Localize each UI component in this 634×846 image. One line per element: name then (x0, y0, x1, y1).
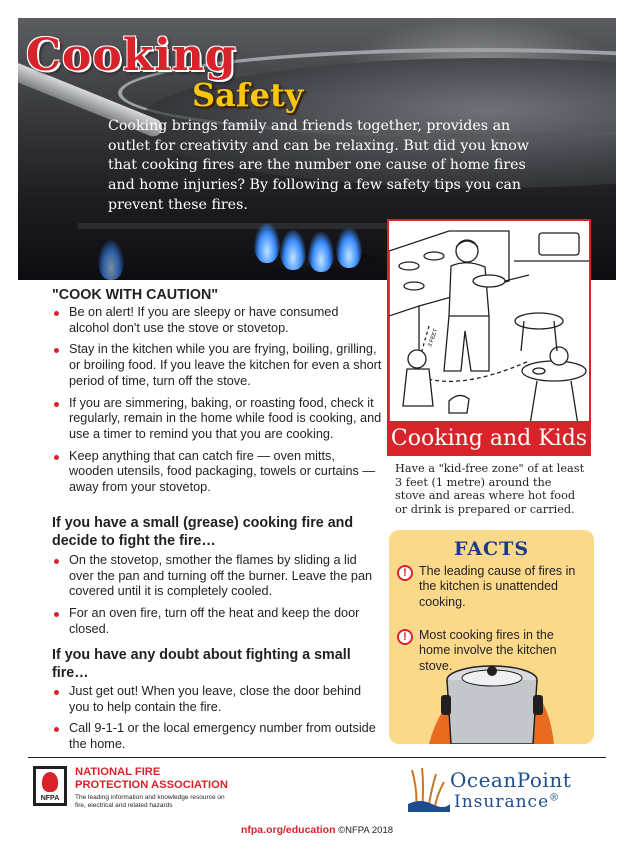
list-item: Just get out! When you leave, close the door behind you to help contain the fire. (52, 684, 382, 715)
doubt-heading: If you have any doubt about fighting a small fire… (52, 647, 351, 681)
gas-flame-icon (280, 230, 306, 270)
title-cooking: Cooking (26, 30, 237, 81)
oceanpoint-insurance-label: Insurance (454, 792, 550, 812)
list-item: If you are simmering, baking, or roasting food, check it regularly, remain in the home while food is cooking, and use a timer to remind you that you are cooking. (52, 396, 382, 443)
oceanpoint-name: OceanPoint (450, 768, 572, 792)
gas-flame-icon (336, 228, 362, 268)
grease-fire-heading: If you have a small (grease) cooking fire and decide to fight the fire… (52, 515, 354, 549)
nfpa-logo (33, 766, 67, 806)
cook-with-caution-heading: "COOK WITH CAUTION" (52, 287, 219, 303)
oceanpoint-insurance (454, 792, 560, 812)
facts-title: FACTS (453, 538, 530, 560)
list-item: On the stovetop, smother the flames by sliding a lid over the pan and turning off the burner. Leave the pan covered until it is completely cooled. (52, 553, 382, 600)
nfpa-tagline: The leading information and knowledge resource on fire, electrical and related hazards (75, 794, 225, 809)
facts-box (389, 530, 594, 744)
intro-paragraph: Cooking brings family and friends together, provides an outlet for creativity and can be relaxing. But did you know that cooking fires are the number one cause of home fires and home injuries? By following a few safety tips you can prevent these fires. (108, 118, 529, 213)
reeds-icon (408, 766, 450, 812)
gas-flame-icon (254, 223, 280, 263)
copyright: ©NFPA 2018 (338, 825, 394, 836)
list-item: Be on alert! If you are sleepy or have consumed alcohol don't use the stove or stovetop. (52, 305, 382, 336)
list-item: Call 9-1-1 or the local emergency number from outside the home. (52, 721, 382, 752)
gas-flame-icon (98, 240, 124, 280)
grease-fire-list (52, 553, 382, 644)
oceanpoint-logo (408, 766, 608, 814)
alert-icon: ! (397, 565, 413, 581)
footer-divider (28, 757, 606, 758)
list-item: For an oven fire, turn off the heat and keep the door closed. (52, 606, 382, 637)
registered-mark: ® (549, 792, 561, 804)
three-feet-label: 3 FEET (427, 328, 440, 348)
fact-text: Most cooking fires in the home involve the kitchen stove. (419, 628, 557, 673)
fact-text: The leading cause of fires in the kitchen is unattended cooking. (419, 564, 576, 609)
gas-flame-icon (308, 232, 334, 272)
flame-icon (42, 772, 58, 792)
kid-free-zone-caption: Have a "kid-free zone" of at least 3 feet (1 metre) around the stove and areas where hot food or drink is prepared or carried. (395, 462, 585, 516)
nfpa-education-link[interactable]: nfpa.org/education (240, 824, 336, 836)
alert-icon: ! (397, 629, 413, 645)
list-item: Stay in the kitchen while you are frying, boiling, grilling, or broiling food. If you leave the kitchen for even a short period of time, turn off the stove. (52, 342, 382, 389)
fact-item (397, 628, 587, 674)
fact-item (397, 564, 587, 610)
list-item: Keep anything that can catch fire — oven mitts, wooden utensils, food packaging, towels or curtains — away from your stovetop. (52, 449, 382, 496)
caution-list (52, 305, 382, 502)
title-safety: Safety (192, 76, 304, 114)
cooking-and-kids-banner: Cooking and Kids (387, 421, 591, 456)
nfpa-logo-abbr: NFPA (40, 795, 60, 802)
nfpa-name: NATIONAL FIRE PROTECTION ASSOCIATION (75, 766, 228, 791)
footer-credit (0, 824, 634, 836)
doubt-list (52, 684, 382, 759)
